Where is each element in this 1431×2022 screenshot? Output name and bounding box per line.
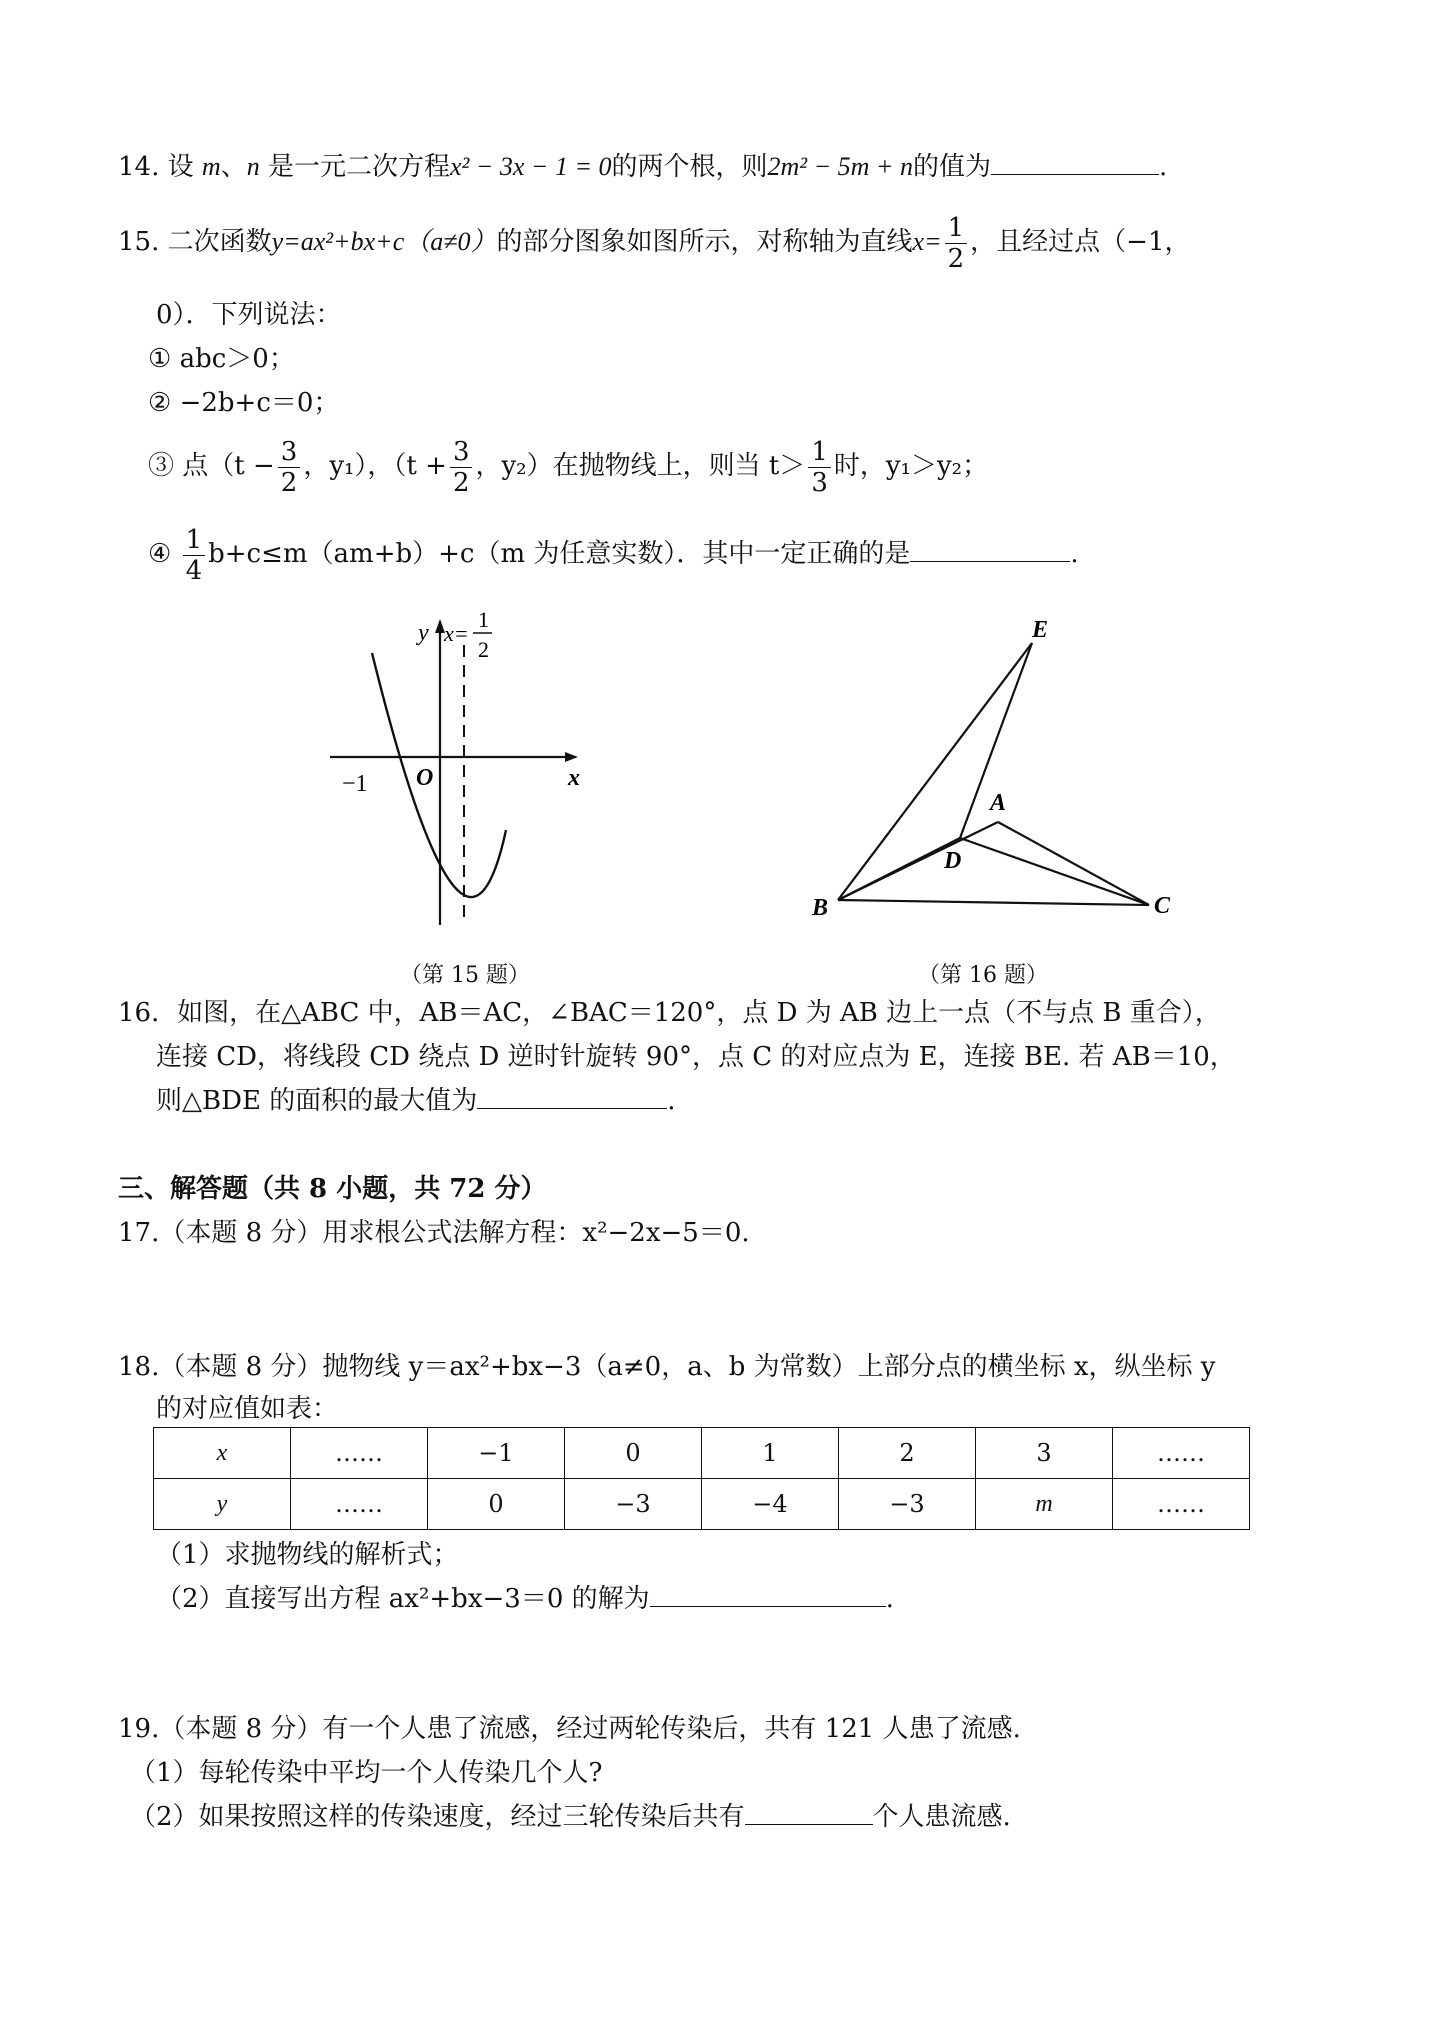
question-number: 15. xyxy=(118,227,160,257)
fraction: $\frac{1}{4}$ xyxy=(183,525,206,586)
point-d-label: D xyxy=(944,848,962,874)
fraction: $\frac{1}{3}$ xyxy=(808,437,831,498)
question-19-part-1: （1）每轮传染中平均一个人传染几个人? xyxy=(130,1758,603,1788)
answer-blank[interactable] xyxy=(910,537,1070,562)
table-row-x xyxy=(154,1428,1250,1479)
table-cell: −3 xyxy=(565,1479,702,1530)
x-axis-label: x xyxy=(568,765,580,791)
neg-one-label: −1 xyxy=(342,771,368,797)
question-number: 14. xyxy=(118,152,160,182)
y-axis-label: y xyxy=(418,620,429,646)
figure-16-caption: （第 16 题） xyxy=(918,963,1048,988)
point-b-label: B xyxy=(812,895,829,921)
section-title: 三、解答题（共 8 小题，共 72 分） xyxy=(118,1174,547,1204)
table-cell: 2 xyxy=(839,1428,976,1479)
table-cell: m xyxy=(976,1479,1113,1530)
answer-blank[interactable] xyxy=(745,1800,873,1825)
statement-2: ② −2b+c＝0； xyxy=(148,388,340,418)
value-table xyxy=(153,1427,1250,1530)
symmetry-axis-label: x= xyxy=(444,621,469,646)
answer-blank[interactable] xyxy=(477,1084,667,1109)
table-cell: y xyxy=(154,1479,291,1530)
answer-blank[interactable] xyxy=(650,1582,886,1607)
figure-15-caption: （第 15 题） xyxy=(400,963,530,988)
statement-1: ① abc＞0； xyxy=(148,344,295,374)
table-cell: 0 xyxy=(565,1428,702,1479)
equation: x² − 3x − 1 = 0 xyxy=(449,152,612,181)
fraction: $\frac{3}{2}$ xyxy=(278,437,301,498)
question-18-part-2: （2）直接写出方程 ax²+bx−3＝0 的解为 . xyxy=(156,1584,894,1614)
expression: 2m² − 5m + n xyxy=(767,152,913,181)
origin-label: O xyxy=(416,765,434,791)
question-15: 15. 二次函数y=ax²+bx+c（a≠0）的部分图象如图所示，对称轴为直线x= $\frac{1}{2}$ ，且经过点（−1， xyxy=(118,212,1191,274)
question-16-line-2: 连接 CD，将线段 CD 绕点 D 逆时针旋转 90°，点 C 的对应点为 E，连接 BE. 若 AB＝10， xyxy=(156,1042,1236,1072)
point-e-label: E xyxy=(1032,617,1049,643)
statement-3: ③ 点（t − $\frac{3}{2}$ ，y₁），（t + $\frac{3}{2}$ ，y₂）在抛物线上，则当 t＞ $\frac{1}{3}$ 时，y₁＞y₂； xyxy=(148,436,989,498)
x-axis-arrow xyxy=(565,752,578,762)
table-cell: …… xyxy=(1113,1479,1250,1530)
answer-blank[interactable] xyxy=(991,150,1159,175)
point-a-label: A xyxy=(990,790,1007,816)
question-19-part-2: （2）如果按照这样的传染速度，经过三轮传染后共有 个人患流感. xyxy=(130,1802,1011,1832)
fraction: $\frac{1}{2}$ xyxy=(945,213,968,274)
figure-16-triangle xyxy=(800,615,1200,935)
question-14: 14. 设 m、n 是一元二次方程x² − 3x − 1 = 0的两个根，则2m² − 5m + n的值为 . xyxy=(118,152,1168,182)
question-17: 17.（本题 8 分）用求根公式法解方程：x²−2x−5＝0. xyxy=(118,1218,750,1248)
svg-text:2: 2 xyxy=(478,637,489,662)
figure-15-parabola xyxy=(320,605,600,935)
svg-text:1: 1 xyxy=(478,607,489,632)
table-cell: …… xyxy=(1113,1428,1250,1479)
question-18-line-1: 18.（本题 8 分）抛物线 y＝ax²+bx−3（a≠0，a、b 为常数）上部分点的横坐标 x，纵坐标 y xyxy=(118,1352,1216,1382)
table-cell: …… xyxy=(291,1479,428,1530)
question-16-line-1: 16．如图，在△ABC 中，AB＝AC，∠BAC＝120°，点 D 为 AB 边上一点（不与点 B 重合）， xyxy=(118,998,1221,1028)
question-18-line-2: 的对应值如表： xyxy=(156,1394,339,1424)
question-15-cont: 0）．下列说法： xyxy=(156,300,342,330)
fraction: $\frac{3}{2}$ xyxy=(450,437,473,498)
question-16-line-3: 则△BDE 的面积的最大值为 . xyxy=(156,1086,676,1116)
question-19: 19.（本题 8 分）有一个人患了流感，经过两轮传染后，共有 121 人患了流感. xyxy=(118,1714,1021,1744)
table-cell: …… xyxy=(291,1428,428,1479)
table-row-y xyxy=(154,1479,1250,1530)
statement-4: ④ $\frac{1}{4}$ b+c≤m（am+b）+c（m 为任意实数）．其中一定正确的是 . xyxy=(148,524,1079,586)
table-cell: 1 xyxy=(702,1428,839,1479)
table-cell: x xyxy=(154,1428,291,1479)
table-cell: 3 xyxy=(976,1428,1113,1479)
table-cell: −3 xyxy=(839,1479,976,1530)
table-cell: −1 xyxy=(428,1428,565,1479)
table-cell: −4 xyxy=(702,1479,839,1530)
point-c-label: C xyxy=(1154,893,1171,919)
table-cell: 0 xyxy=(428,1479,565,1530)
question-18-part-1: （1）求抛物线的解析式； xyxy=(156,1540,459,1570)
